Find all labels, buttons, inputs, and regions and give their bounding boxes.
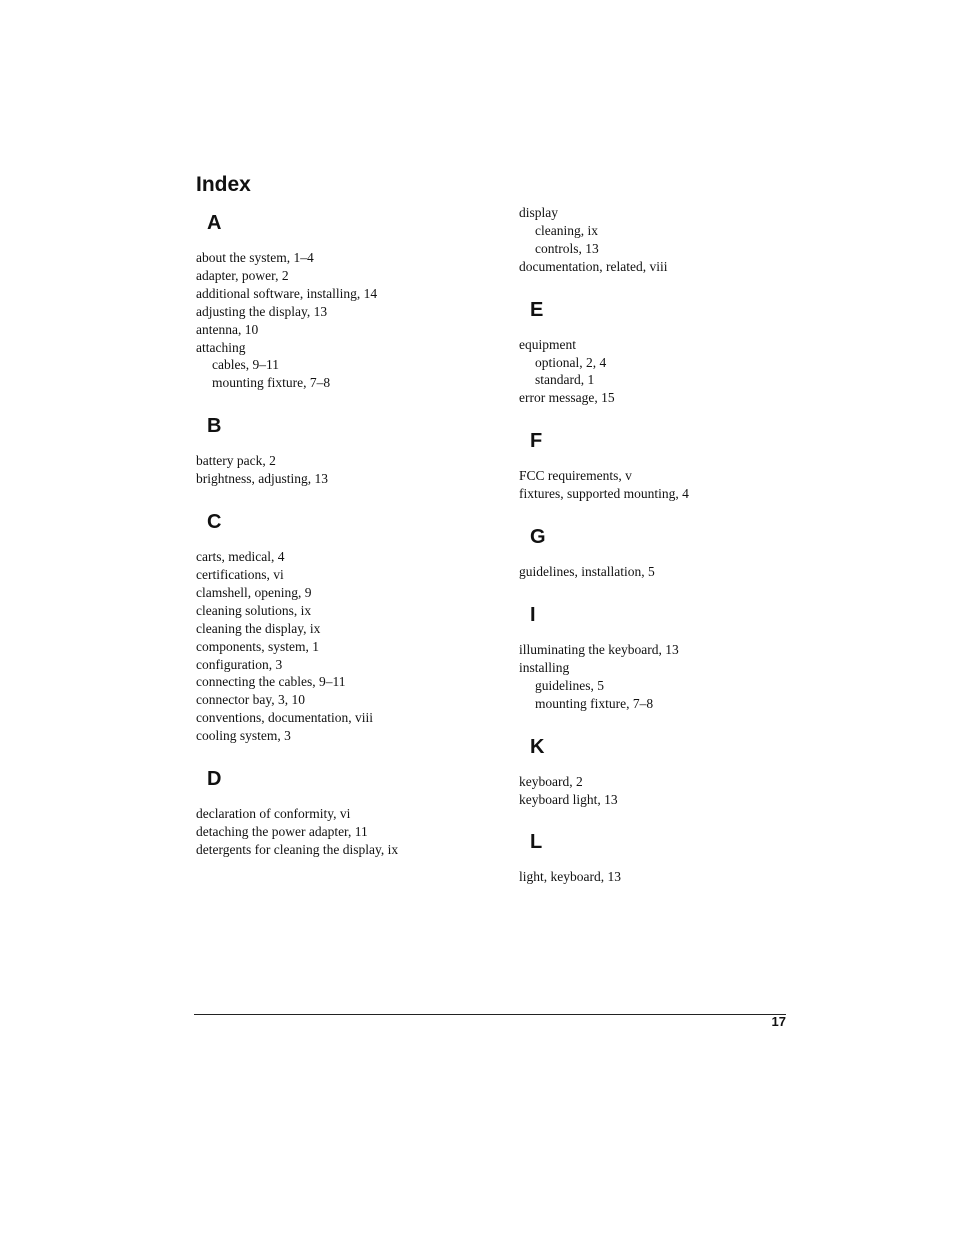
index-entries — [519, 204, 829, 276]
index-entry: antenna, 10 — [196, 321, 259, 337]
page-number: 17 — [771, 1014, 786, 1029]
section-letter-heading: B — [207, 415, 222, 438]
index-column-left — [196, 209, 506, 879]
section-letter-heading: E — [530, 298, 544, 321]
index-entry: carts, medical, 4 — [196, 549, 285, 565]
index-entry: components, system, 1 — [196, 638, 319, 654]
index-entry: cleaning solutions, ix — [196, 602, 312, 618]
index-entry: adapter, power, 2 — [196, 267, 289, 283]
index-subentry: cleaning, ix — [535, 222, 598, 238]
index-section-d — [196, 765, 506, 859]
section-letter-heading: K — [530, 735, 545, 758]
index-entry: additional software, installing, 14 — [196, 285, 378, 301]
index-entry: configuration, 3 — [196, 656, 283, 672]
index-section-k — [519, 733, 829, 809]
index-entries — [196, 548, 506, 745]
index-entry: cleaning the display, ix — [196, 620, 321, 636]
index-entry: keyboard light, 13 — [519, 791, 618, 807]
section-letter-heading: D — [207, 768, 222, 791]
index-section-continued — [519, 204, 829, 276]
index-entry: documentation, related, viii — [519, 258, 668, 274]
index-entry: illuminating the keyboard, 13 — [519, 641, 679, 657]
section-letter-heading: L — [530, 831, 543, 854]
section-letter-heading: A — [207, 212, 222, 234]
index-entry: brightness, adjusting, 13 — [196, 471, 328, 487]
index-entry: error message, 15 — [519, 390, 615, 406]
index-entry: installing — [519, 659, 570, 675]
index-section-f — [519, 427, 829, 503]
index-entry: certifications, vi — [196, 566, 284, 582]
index-section-c — [196, 508, 506, 745]
index-entry: about the system, 1–4 — [196, 250, 314, 265]
index-entries — [196, 249, 506, 392]
index-entry: fixtures, supported mounting, 4 — [519, 486, 689, 502]
index-subentry: mounting fixture, 7–8 — [212, 375, 331, 391]
section-letter-heading: G — [530, 526, 546, 549]
index-entry: detaching the power adapter, 11 — [196, 823, 368, 839]
index-entries — [519, 563, 829, 581]
index-entries — [519, 336, 829, 408]
index-subentry: optional, 2, 4 — [535, 354, 607, 370]
section-letter-heading: C — [207, 511, 222, 534]
index-subentry: guidelines, 5 — [535, 677, 604, 693]
section-letter-heading: F — [530, 430, 543, 453]
index-section-b — [196, 412, 506, 488]
index-entries — [519, 467, 829, 503]
index-entry: clamshell, opening, 9 — [196, 584, 312, 600]
index-subentry: controls, 13 — [535, 240, 599, 256]
index-entries — [196, 452, 506, 488]
index-entries — [519, 868, 829, 886]
index-section-i — [519, 601, 829, 713]
index-entry: connecting the cables, 9–11 — [196, 674, 346, 690]
index-entry: FCC requirements, v — [519, 468, 632, 484]
index-entry: cooling system, 3 — [196, 728, 291, 744]
index-entry: connector bay, 3, 10 — [196, 692, 305, 708]
footer-rule — [194, 1014, 786, 1015]
index-entries — [519, 773, 829, 809]
index-entry: detergents for cleaning the display, ix — [196, 841, 399, 857]
index-entry: battery pack, 2 — [196, 453, 276, 469]
index-entry: adjusting the display, 13 — [196, 303, 328, 319]
index-subentry: cables, 9–11 — [212, 357, 279, 373]
index-section-l — [519, 828, 829, 886]
index-entry: display — [519, 205, 558, 220]
index-entry: conventions, documentation, viii — [196, 710, 373, 726]
index-column-right — [519, 204, 829, 906]
index-entry: declaration of conformity, vi — [196, 806, 351, 822]
index-entry: guidelines, installation, 5 — [519, 564, 655, 580]
index-section-e — [519, 296, 829, 408]
index-entry: attaching — [196, 339, 246, 355]
index-entry: light, keyboard, 13 — [519, 869, 621, 885]
index-section-a — [196, 209, 506, 392]
index-section-g — [519, 523, 829, 581]
index-subentry: mounting fixture, 7–8 — [535, 695, 654, 711]
index-subentry: standard, 1 — [535, 372, 595, 388]
index-entry: equipment — [519, 336, 576, 352]
index-entries — [519, 641, 829, 713]
index-entries — [196, 805, 506, 859]
page-title: Index — [196, 173, 251, 196]
section-letter-heading: I — [530, 603, 536, 626]
index-entry: keyboard, 2 — [519, 773, 583, 789]
